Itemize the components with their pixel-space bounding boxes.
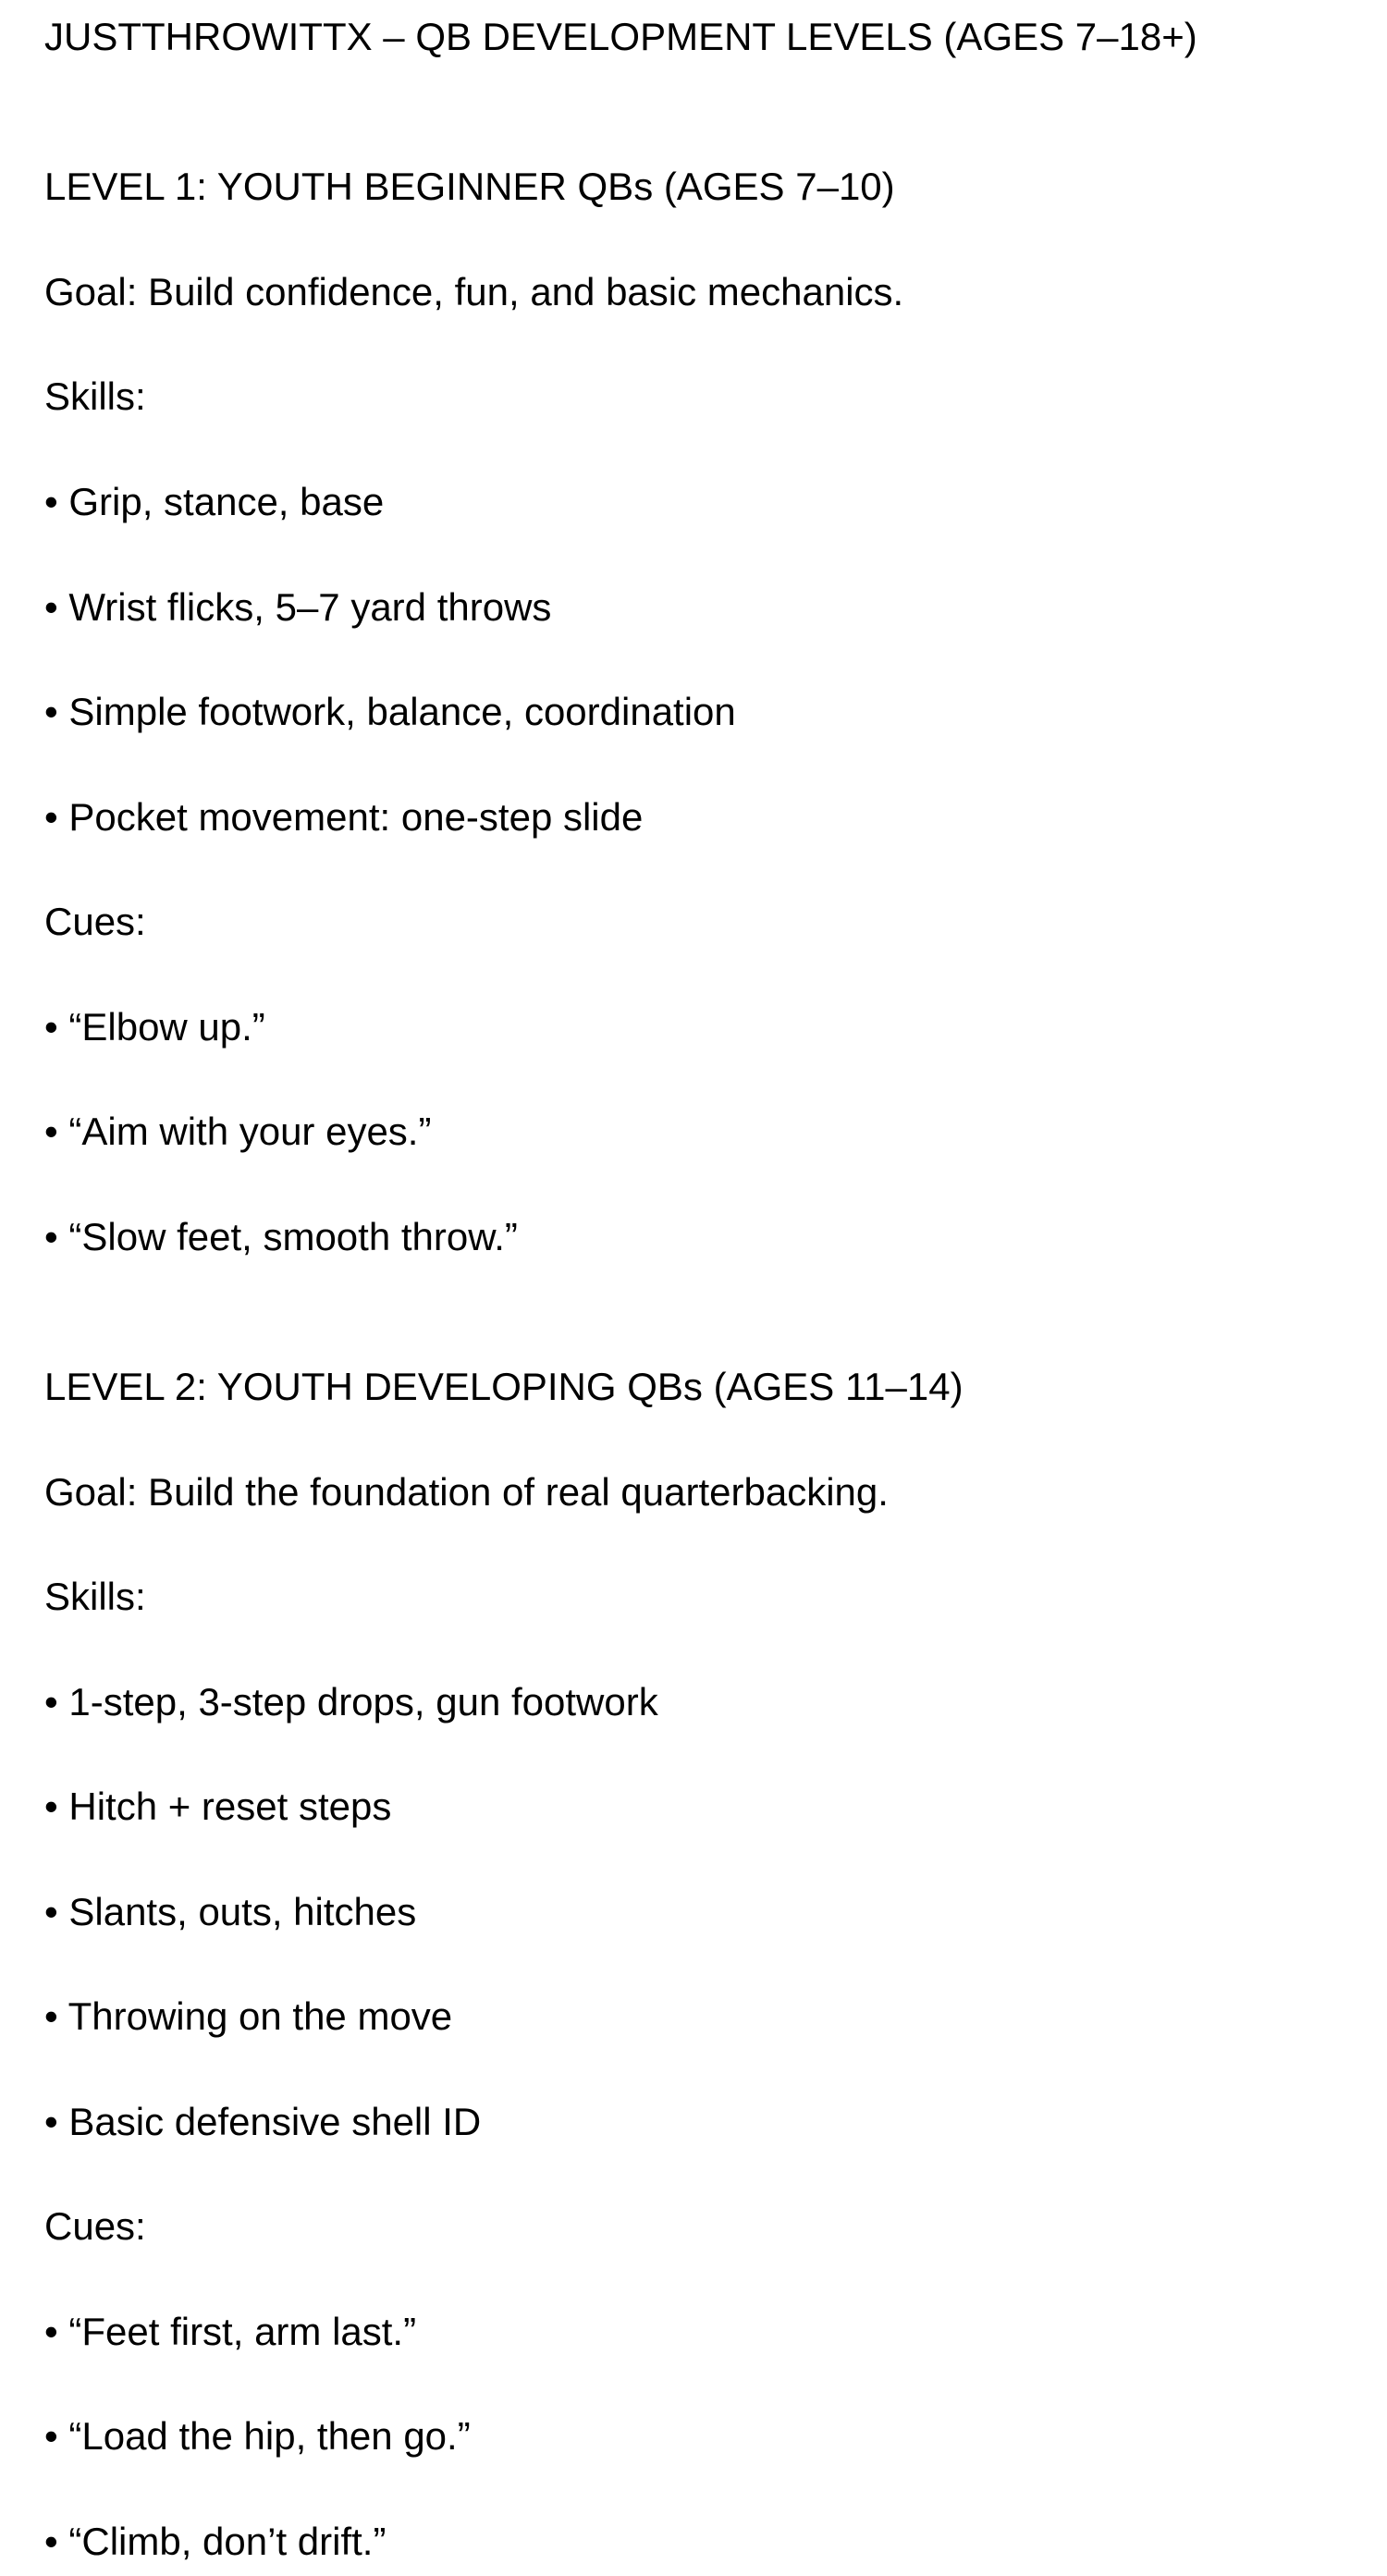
level-1-cue-item: • “Aim with your eyes.”: [44, 1110, 432, 1153]
level-1-skill-item: • Wrist flicks, 5–7 yard throws: [44, 585, 552, 629]
level-1-cue-item: • “Elbow up.”: [44, 1005, 265, 1049]
level-1-skills-label: Skills:: [44, 374, 146, 418]
level-2-goal: Goal: Build the foundation of real quarterbacking.: [44, 1470, 889, 1514]
level-2-cue-item: • “Load the hip, then go.”: [44, 2414, 471, 2458]
level-1-skill-item: • Simple footwork, balance, coordination: [44, 690, 736, 733]
level-1-cue-item: • “Slow feet, smooth throw.”: [44, 1215, 518, 1258]
level-2-skill-item: • Basic defensive shell ID: [44, 2100, 482, 2143]
level-2-cue-item: • “Feet first, arm last.”: [44, 2310, 417, 2353]
level-2-cues-label: Cues:: [44, 2204, 146, 2248]
level-2-skills-label: Skills:: [44, 1575, 146, 1618]
level-1-heading: LEVEL 1: YOUTH BEGINNER QBs (AGES 7–10): [44, 165, 895, 208]
level-2-heading: LEVEL 2: YOUTH DEVELOPING QBs (AGES 11–14): [44, 1365, 964, 1408]
level-1-skill-item: • Pocket movement: one-step slide: [44, 795, 644, 839]
level-2-skill-item: • 1-step, 3-step drops, gun footwork: [44, 1680, 658, 1723]
level-2-skill-item: • Hitch + reset steps: [44, 1785, 392, 1828]
level-1-skill-item: • Grip, stance, base: [44, 480, 385, 523]
level-2-skill-item: • Throwing on the move: [44, 1994, 453, 2038]
level-2-skill-item: • Slants, outs, hitches: [44, 1890, 417, 1933]
level-1-cues-label: Cues:: [44, 900, 146, 943]
level-1-goal: Goal: Build confidence, fun, and basic mechanics.: [44, 270, 904, 313]
document-title: JUSTTHROWITTX – QB DEVELOPMENT LEVELS (AGES 7–18+): [44, 15, 1197, 58]
level-2-cue-item: • “Climb, don’t drift.”: [44, 2520, 387, 2563]
